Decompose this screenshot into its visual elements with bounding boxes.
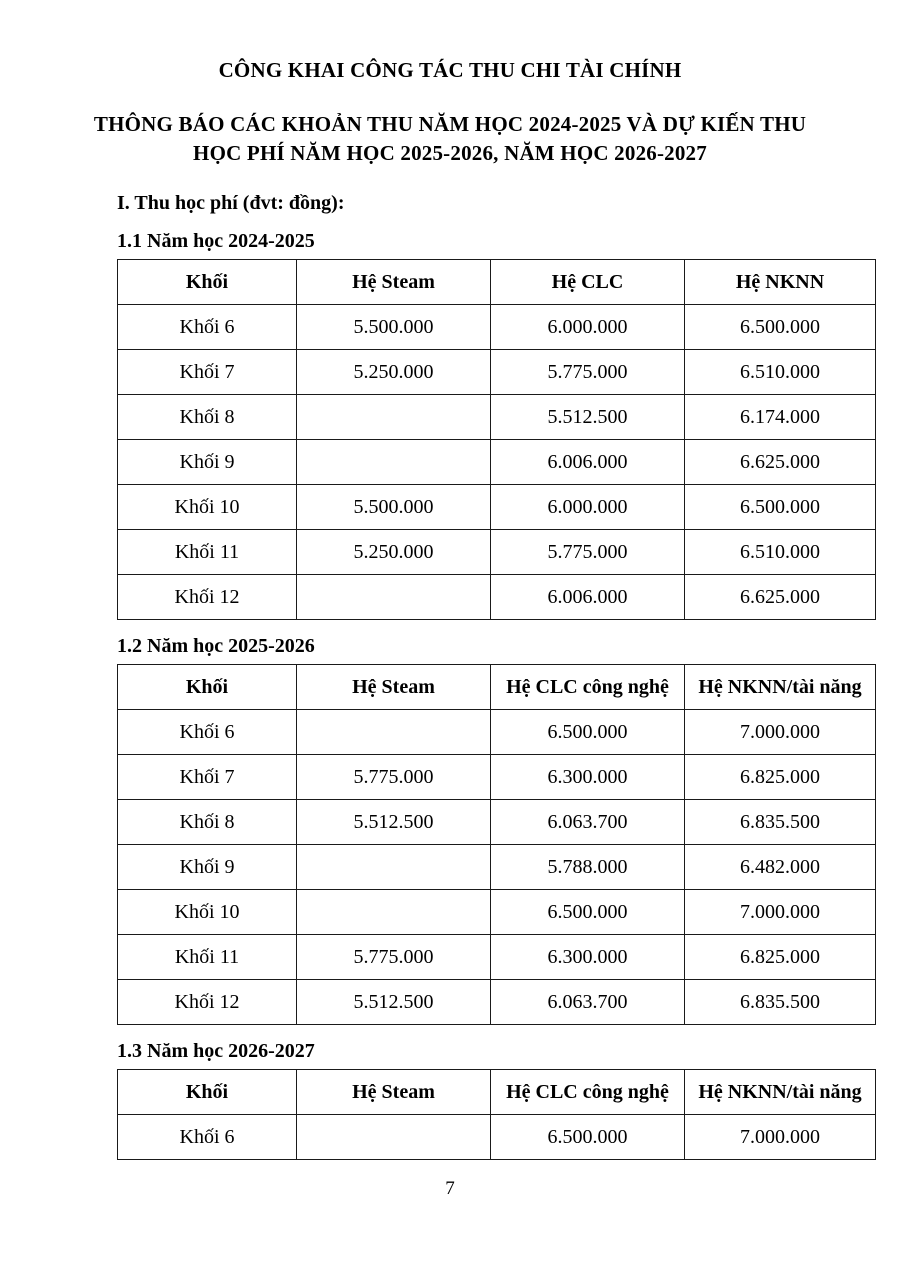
fee-value-cell: 6.825.000 <box>685 935 876 980</box>
row-label-cell: Khối 10 <box>118 485 297 530</box>
table-row <box>118 845 876 890</box>
fee-value-cell: 7.000.000 <box>685 890 876 935</box>
table-row <box>118 530 876 575</box>
header-cell: Hệ NKNN/tài năng <box>685 1070 876 1115</box>
fee-value-cell: 5.775.000 <box>491 530 685 575</box>
fee-value-cell: 6.500.000 <box>685 305 876 350</box>
fee-value-cell: 6.625.000 <box>685 575 876 620</box>
header-row <box>118 260 876 305</box>
section-heading: I. Thu học phí (đvt: đồng): <box>117 192 345 214</box>
table-row <box>118 305 876 350</box>
row-label-cell: Khối 6 <box>118 1115 297 1160</box>
header-cell: Hệ NKNN <box>685 260 876 305</box>
header-cell: Hệ CLC <box>491 260 685 305</box>
fee-value-cell: 6.625.000 <box>685 440 876 485</box>
fee-value-cell: 5.250.000 <box>297 350 491 395</box>
fee-value-cell: 6.174.000 <box>685 395 876 440</box>
fee-value-cell: 6.006.000 <box>491 440 685 485</box>
row-label-cell: Khối 12 <box>118 575 297 620</box>
fee-value-cell: 6.510.000 <box>685 350 876 395</box>
table-row <box>118 800 876 845</box>
fee-value-cell: 6.835.500 <box>685 980 876 1025</box>
fee-value-cell <box>297 395 491 440</box>
fee-value-cell <box>297 890 491 935</box>
fee-value-cell: 5.775.000 <box>491 350 685 395</box>
fee-value-cell: 7.000.000 <box>685 710 876 755</box>
table-row <box>118 395 876 440</box>
table-row <box>118 980 876 1025</box>
table-row <box>118 350 876 395</box>
header-cell: Hệ CLC công nghệ <box>491 665 685 710</box>
table-caption: 1.2 Năm học 2025-2026 <box>117 635 315 657</box>
fee-value-cell: 6.482.000 <box>685 845 876 890</box>
fee-table-3 <box>117 1069 876 1160</box>
fee-value-cell: 6.000.000 <box>491 305 685 350</box>
row-label-cell: Khối 7 <box>118 350 297 395</box>
row-label-cell: Khối 8 <box>118 800 297 845</box>
fee-value-cell: 6.006.000 <box>491 575 685 620</box>
table-row <box>118 710 876 755</box>
row-label-cell: Khối 11 <box>118 935 297 980</box>
fee-table-2 <box>117 664 876 1025</box>
header-cell: Khối <box>118 1070 297 1115</box>
subtitle-line-2: HỌC PHÍ NĂM HỌC 2025-2026, NĂM HỌC 2026-2027 <box>193 141 707 165</box>
row-label-cell: Khối 9 <box>118 845 297 890</box>
fee-value-cell <box>297 845 491 890</box>
table-row <box>118 485 876 530</box>
table-caption: 1.3 Năm học 2026-2027 <box>117 1040 315 1062</box>
fee-value-cell: 6.000.000 <box>491 485 685 530</box>
fee-value-cell: 5.500.000 <box>297 485 491 530</box>
fee-value-cell: 5.788.000 <box>491 845 685 890</box>
header-row <box>118 665 876 710</box>
fee-value-cell: 5.512.500 <box>491 395 685 440</box>
header-cell: Hệ Steam <box>297 665 491 710</box>
fee-value-cell: 5.512.500 <box>297 800 491 845</box>
fee-value-cell: 6.063.700 <box>491 980 685 1025</box>
fee-table-1 <box>117 259 876 620</box>
fee-value-cell: 5.775.000 <box>297 755 491 800</box>
table-caption: 1.1 Năm học 2024-2025 <box>117 230 315 252</box>
page-title: CÔNG KHAI CÔNG TÁC THU CHI TÀI CHÍNH <box>218 58 682 82</box>
fee-value-cell: 6.500.000 <box>491 890 685 935</box>
fee-value-cell: 5.250.000 <box>297 530 491 575</box>
fee-value-cell <box>297 1115 491 1160</box>
fee-value-cell <box>297 575 491 620</box>
fee-value-cell: 5.512.500 <box>297 980 491 1025</box>
fee-value-cell: 6.500.000 <box>491 1115 685 1160</box>
header-cell: Khối <box>118 260 297 305</box>
fee-value-cell: 6.300.000 <box>491 755 685 800</box>
fee-value-cell: 6.300.000 <box>491 935 685 980</box>
row-label-cell: Khối 10 <box>118 890 297 935</box>
fee-value-cell: 6.500.000 <box>491 710 685 755</box>
row-label-cell: Khối 11 <box>118 530 297 575</box>
fee-value-cell <box>297 710 491 755</box>
fee-value-cell: 6.500.000 <box>685 485 876 530</box>
document-subtitle <box>0 110 900 168</box>
row-label-cell: Khối 6 <box>118 710 297 755</box>
table-row <box>118 1115 876 1160</box>
fee-value-cell: 5.500.000 <box>297 305 491 350</box>
header-cell: Hệ CLC công nghệ <box>491 1070 685 1115</box>
row-label-cell: Khối 6 <box>118 305 297 350</box>
fee-value-cell: 6.063.700 <box>491 800 685 845</box>
header-cell: Hệ Steam <box>297 260 491 305</box>
table-row <box>118 575 876 620</box>
fee-tables-container <box>117 230 875 1160</box>
fee-value-cell: 6.510.000 <box>685 530 876 575</box>
fee-value-cell: 5.775.000 <box>297 935 491 980</box>
row-label-cell: Khối 12 <box>118 980 297 1025</box>
header-cell: Khối <box>118 665 297 710</box>
fee-value-cell: 6.825.000 <box>685 755 876 800</box>
table-row <box>118 890 876 935</box>
header-row <box>118 1070 876 1115</box>
row-label-cell: Khối 7 <box>118 755 297 800</box>
row-label-cell: Khối 8 <box>118 395 297 440</box>
table-row <box>118 440 876 485</box>
fee-value-cell: 7.000.000 <box>685 1115 876 1160</box>
fee-value-cell <box>297 440 491 485</box>
header-cell: Hệ NKNN/tài năng <box>685 665 876 710</box>
fee-value-cell: 6.835.500 <box>685 800 876 845</box>
header-cell: Hệ Steam <box>297 1070 491 1115</box>
document-content <box>117 192 875 1160</box>
table-row <box>118 935 876 980</box>
row-label-cell: Khối 9 <box>118 440 297 485</box>
table-row <box>118 755 876 800</box>
subtitle-line-1: THÔNG BÁO CÁC KHOẢN THU NĂM HỌC 2024-2025 VÀ DỰ KIẾN THU <box>93 112 807 136</box>
page-number: 7 <box>445 1178 455 1199</box>
